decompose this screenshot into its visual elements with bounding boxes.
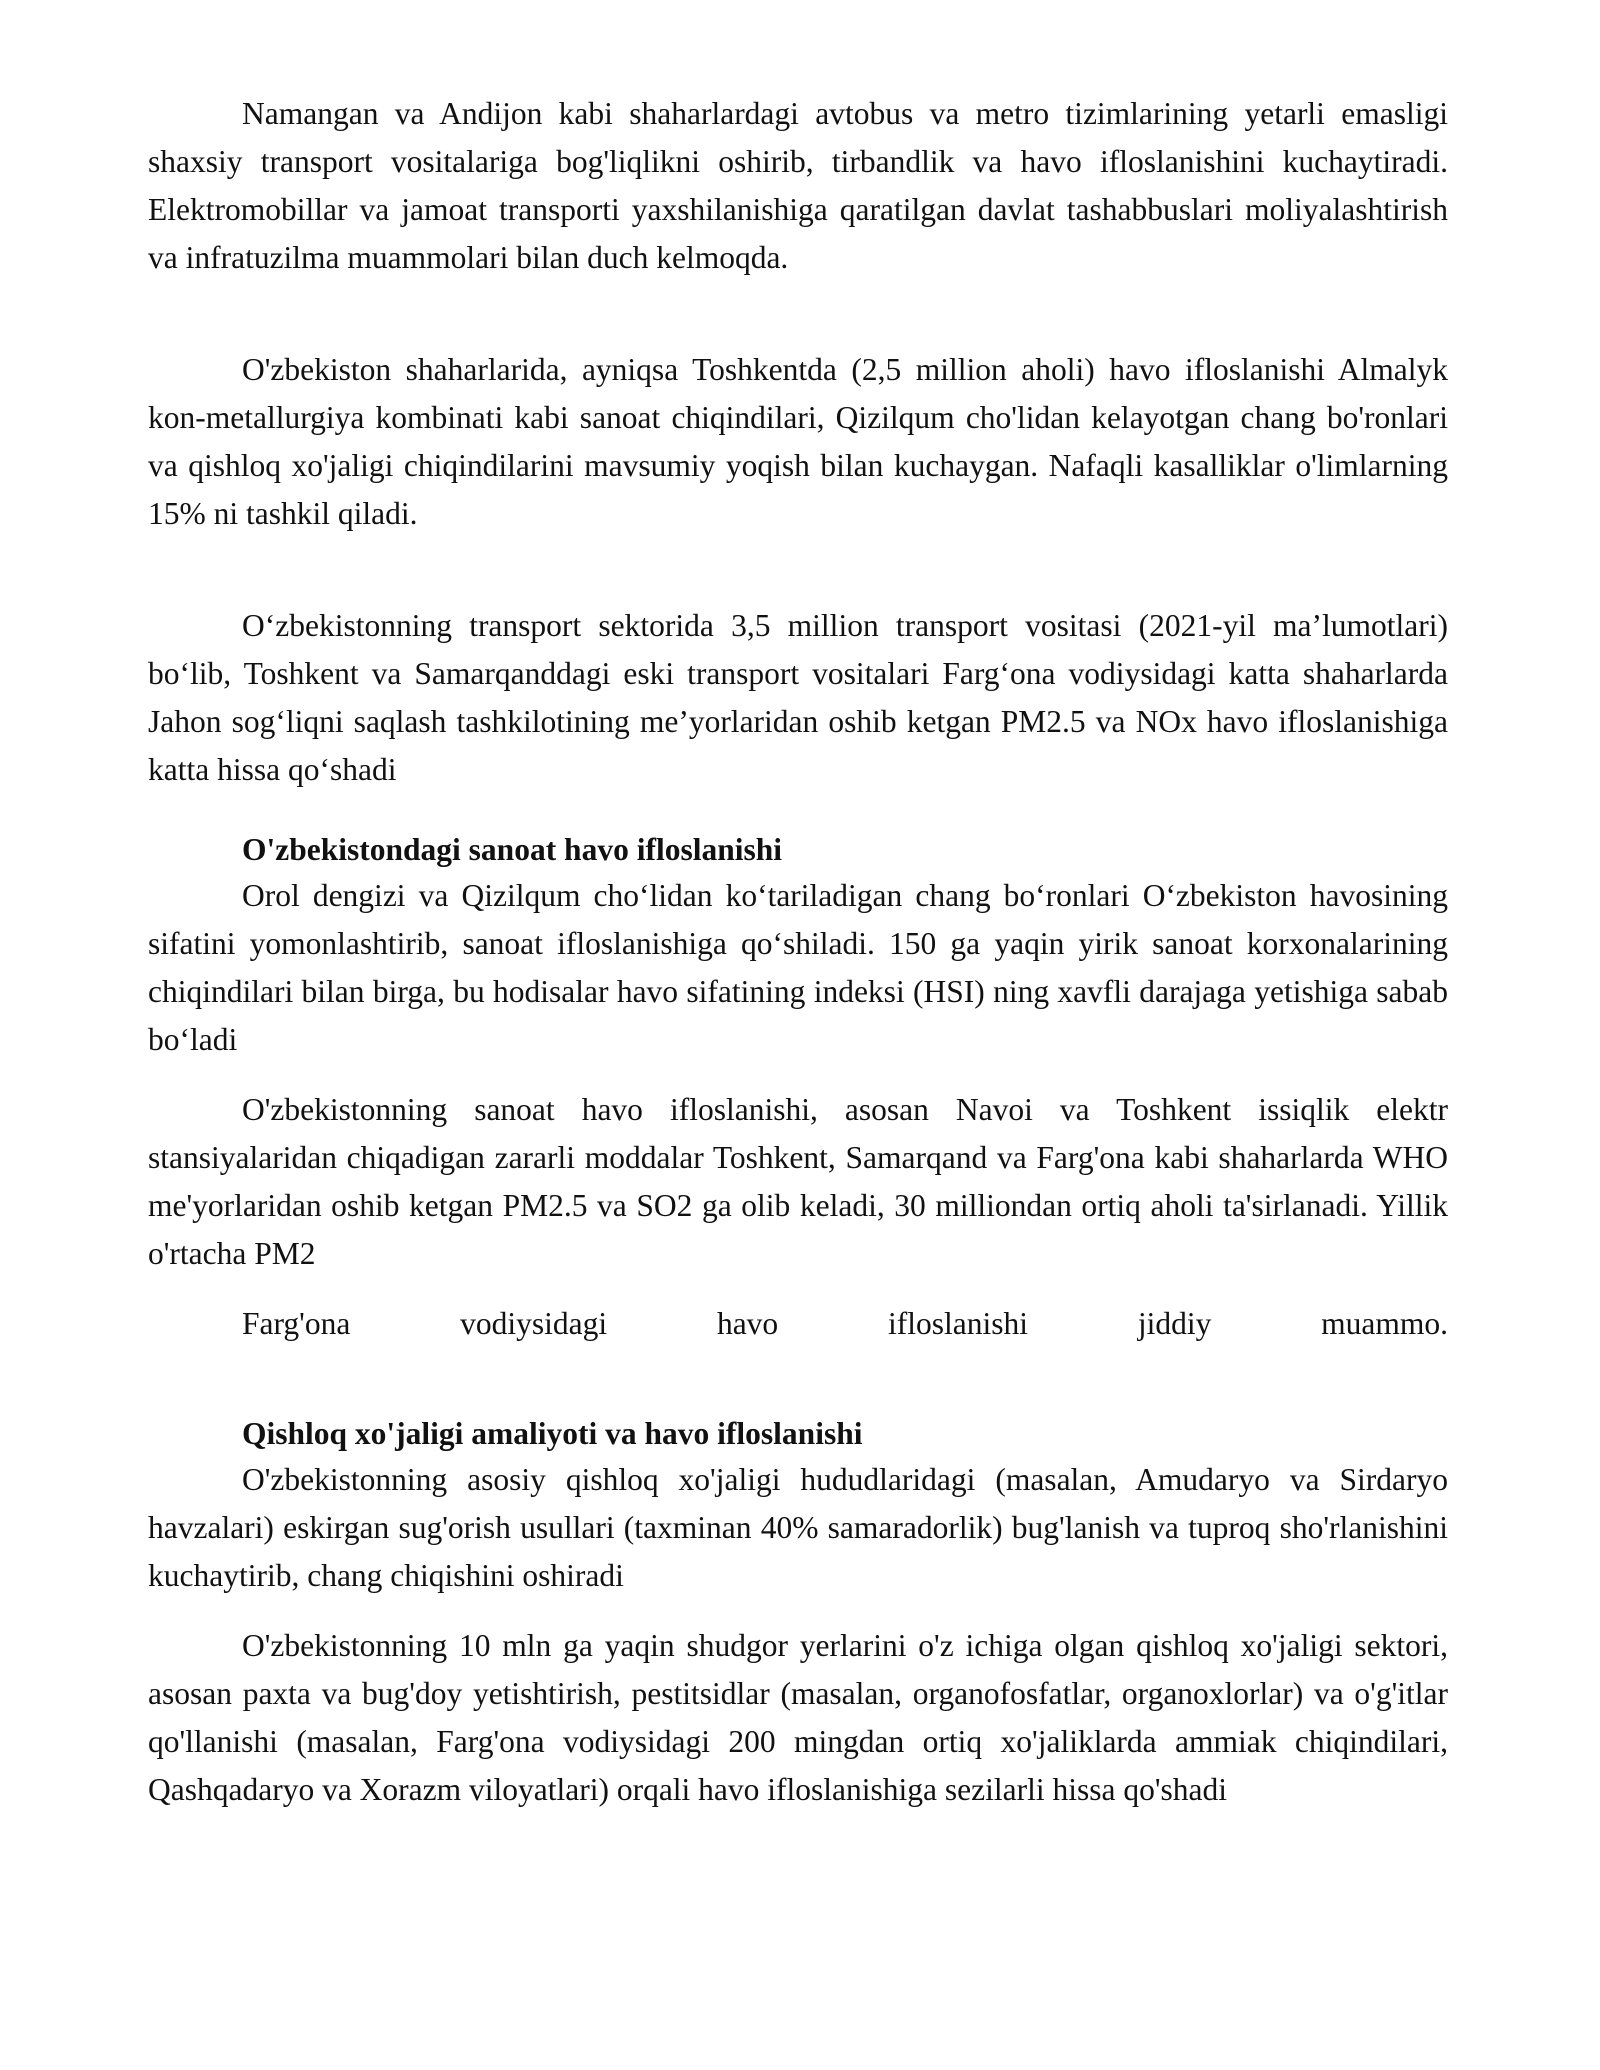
paragraph-power-plants: O'zbekistonning sanoat havo ifloslanishi, asosan Navoi va Toshkent issiqlik elektr stansiyalaridan chiqadigan zararli moddalar Toshkent, Samarqand va Farg'ona kabi shaharlarda WHO me'yorlaridan oshib ketgan PM2.5 va SO2 ga olib keladi, 30 milliondan ortiq aholi ta'sirlanadi. Yillik o'rtacha PM2 <box>148 1092 1448 1271</box>
paragraph-agriculture-sector: O'zbekistonning 10 mln ga yaqin shudgor yerlarini o'z ichiga olgan qishloq xo'jaligi sektori, asosan paxta va bug'doy yetishtirish, pestitsidlar (masalan, organofosfatlar, organoxlorlar) va o'g'itlar qo'llanishi (masalan, Farg'ona vodiysidagi 200 mingdan ortiq xo'jaliklarda ammiak chiqindilari, Qashqadaryo va Xorazm viloyatlari) orqali havo ifloslanishiga sezilarli hissa qo'shadi <box>148 1628 1448 1807</box>
paragraph-transport-sector: O‘zbekistonning transport sektorida 3,5 million transport vositasi (2021-yil ma’lumotlari) bo‘lib, Toshkent va Samarqanddagi eski transport vositalari Farg‘ona vodiysidagi katta shaharlarda Jahon sog‘liqni saqlash tashkilotining me’yorlaridan oshib ketgan PM2.5 va NOx havo ifloslanishiga katta hissa qo‘shadi <box>148 608 1448 787</box>
paragraph-fergana-valley: Farg'ona vodiysidagi havo ifloslanishi jiddiy muammo. <box>242 1306 1448 1341</box>
paragraph-public-transport: Namangan va Andijon kabi shaharlardagi avtobus va metro tizimlarining yetarli emasligi shaxsiy transport vositalariga bog'liqlikni oshirib, tirbandlik va havo ifloslanishini kuchaytiradi. Elektromobillar va jamoat transporti yaxshilanishiga qaratilgan davlat tashabbuslari moliyalashtirish va infratuzilma muammolari bilan duch kelmoqda. <box>148 96 1448 275</box>
document-page <box>148 90 1448 1814</box>
heading-industrial-pollution: O'zbekistondagi sanoat havo ifloslanishi <box>242 832 783 867</box>
paragraph-urban-pollution: O'zbekiston shaharlarida, ayniqsa Toshkentda (2,5 million aholi) havo ifloslanishi Almalyk kon-metallurgiya kombinati kabi sanoat chiqindilari, Qizilqum cho'lidan kelayotgan chang bo'ronlari va qishloq xo'jaligi chiqindilarini mavsumiy yoqish bilan kuchaygan. Nafaqli kasalliklar o'limlarning 15% ni tashkil qiladi. <box>148 352 1448 531</box>
paragraph-dust-storms: Orol dengizi va Qizilqum cho‘lidan ko‘tariladigan chang bo‘ronlari O‘zbekiston havosining sifatini yomonlashtirib, sanoat ifloslanishiga qo‘shiladi. 150 ga yaqin yirik sanoat korxonalarining chiqindilari bilan birga, bu hodisalar havo sifatining indeksi (HSI) ning xavfli darajaga yetishiga sabab bo‘ladi <box>148 878 1448 1057</box>
paragraph-irrigation: O'zbekistonning asosiy qishloq xo'jaligi hududlaridagi (masalan, Amudaryo va Sirdaryo havzalari) eskirgan sug'orish usullari (taxminan 40% samaradorlik) bug'lanish va tuproq sho'rlanishini kuchaytirib, chang chiqishini oshiradi <box>148 1462 1448 1593</box>
heading-agriculture-pollution: Qishloq xo'jaligi amaliyoti va havo ifloslanishi <box>242 1416 863 1451</box>
